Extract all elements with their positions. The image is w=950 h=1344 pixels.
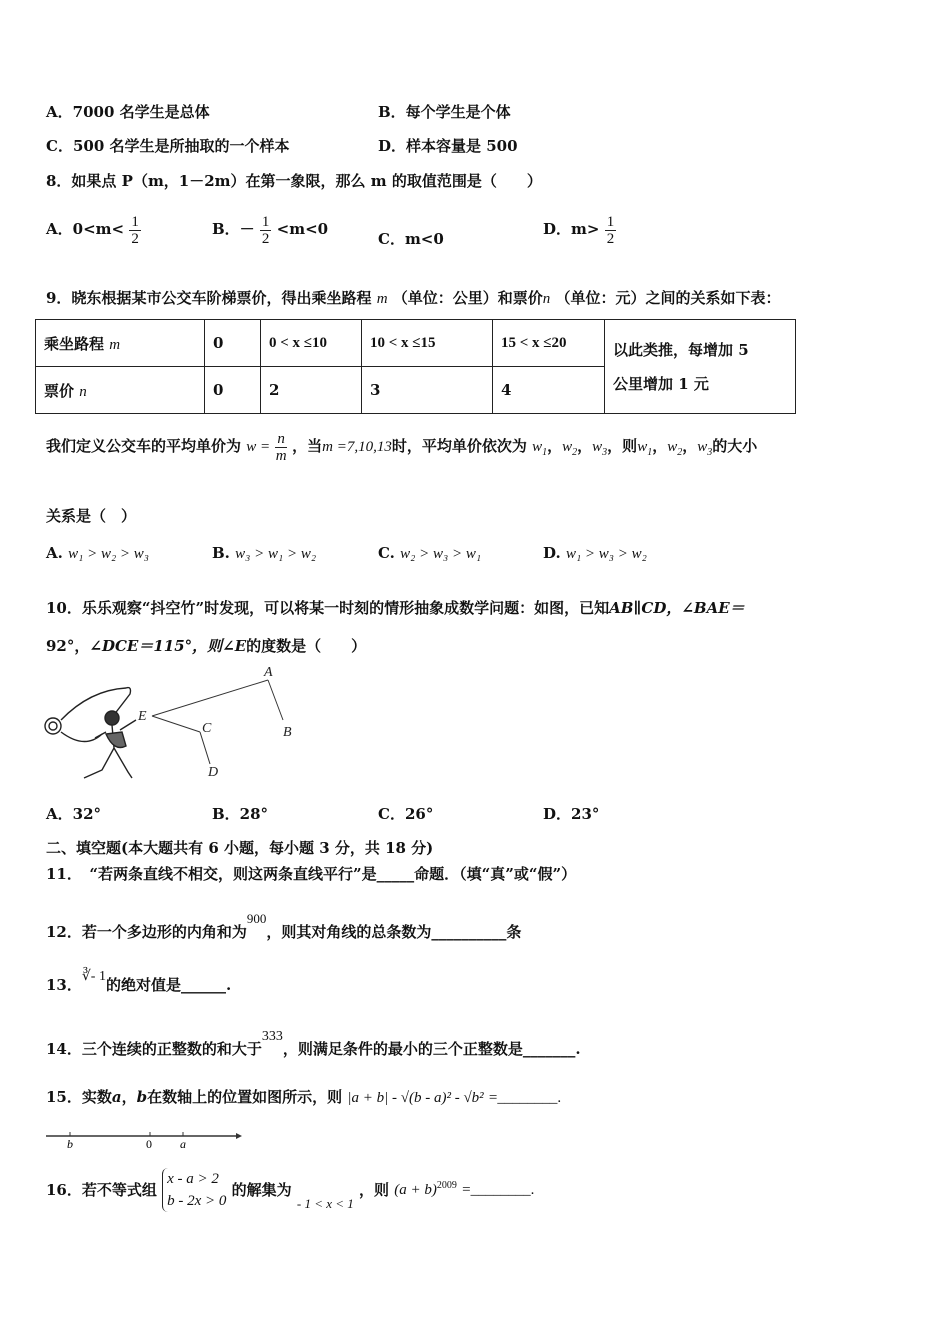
- inequality-system: x - a > 2 b - 2x > 0: [162, 1168, 226, 1212]
- q10-stem-line2: 92°，∠DCE＝115°，则∠E的度数是（ ）: [46, 637, 367, 655]
- q11: 11． “若两条直线不相交，则这两条直线平行”是_____命题．（填“真”或“假”）: [46, 865, 577, 883]
- label-E: E: [138, 709, 147, 724]
- table-cell: 4: [493, 367, 605, 414]
- q15: 15．实数a，b在数轴上的位置如图所示，则 |a + b| - √(b - a)² - √b² =________.: [46, 1088, 562, 1106]
- q10-stem-line1: 10．乐乐观察“抖空竹”时发现，可以将某一时刻的情形抽象成数学问题：如图，已知AB∥CD，∠BAE＝: [46, 599, 745, 617]
- q9-tail: 关系是（ ）: [46, 507, 137, 525]
- q9-option-c: C. w₂ > w₃ > w₁: [378, 544, 482, 562]
- q7-option-a: A．7000 名学生是总体: [46, 103, 210, 121]
- table-row-label: 票价 n: [36, 367, 205, 414]
- table-row-label: 乘坐路程 m: [36, 320, 205, 367]
- label-A: A: [264, 665, 273, 680]
- table-cell: 2: [261, 367, 362, 414]
- table-cell: 3: [362, 367, 493, 414]
- label-C: C: [202, 721, 212, 736]
- axis-label-0: 0: [146, 1137, 152, 1150]
- q16: 16．若不等式组 x - a > 2 b - 2x > 0 的解集为 - 1 < x < 1 ，则 $(a + b)^{2009}$ =________.: [46, 1168, 534, 1215]
- q10-option-c: C．26°: [378, 805, 434, 823]
- q7-option-b: B．每个学生是个体: [378, 103, 511, 121]
- q10-figure: [40, 660, 320, 790]
- table-cell: 0 < x ≤10: [261, 320, 362, 367]
- q13: 13．∛- 1的绝对值是______.: [46, 969, 232, 994]
- q9-option-a: A. w₁ > w₂ > w₃: [46, 544, 150, 562]
- q9-option-d: D. w₁ > w₃ > w₂: [543, 544, 647, 562]
- axis-label-a: a: [180, 1137, 186, 1150]
- table-cell: 10 < x ≤15: [362, 320, 493, 367]
- axis-label-b: b: [67, 1137, 73, 1150]
- fare-table: [35, 319, 796, 414]
- q14: 14．三个连续的正整数的和大于$^{333}$，则满足条件的最小的三个正整数是_______.: [46, 1029, 581, 1058]
- section-title: 二、填空题(本大题共有 6 小题，每小题 3 分，共 18 分): [46, 839, 434, 857]
- q10-option-a: A．32°: [46, 805, 102, 823]
- q8-option-a: A．0<m< $\frac{1}{2}$: [46, 213, 139, 247]
- q8-option-c: C．m<0: [378, 230, 444, 248]
- label-B: B: [283, 725, 292, 740]
- q7-option-c: C．500 名学生是所抽取的一个样本: [46, 137, 290, 155]
- q9-stem: 9．晓东根据某市公交车阶梯票价，得出乘坐路程 m （单位：公里）和票价n （单位：元）之间的关系如下表：: [46, 289, 781, 307]
- q9-definition: 我们定义公交车的平均单价为 w = $\frac{n}{m}$ ，当m =7,10,13时，平均单价依次为 $w_1$，$w_2$，$w_3$，则$w_1$，$w_2$，$w_3$的大小: [46, 430, 758, 464]
- table-cell: 0: [205, 320, 261, 367]
- q8-stem: 8．如果点 P（m，1－2m）在第一象限，那么 m 的取值范围是（ ）: [46, 172, 542, 190]
- number-line: [44, 1126, 244, 1150]
- q8-option-d: D．m> $\frac{1}{2}$: [543, 213, 615, 247]
- geometry-lines: [152, 680, 283, 764]
- q7-option-d: D．样本容量是 500: [378, 137, 518, 155]
- q10-option-b: B．28°: [212, 805, 269, 823]
- q10-option-d: D．23°: [543, 805, 600, 823]
- person-illustration: [45, 688, 136, 778]
- q9-option-b: B. w₃ > w₁ > w₂: [212, 544, 317, 562]
- q8-option-b: B．－ $\frac{1}{2}$ <m<0: [212, 213, 329, 247]
- table-note: 以此类推，每增加 5 公里增加 1 元: [605, 320, 796, 414]
- table-cell: 15 < x ≤20: [493, 320, 605, 367]
- label-D: D: [208, 765, 219, 780]
- q12: 12．若一个多边形的内角和为$^{900}$，则其对角线的总条数为__________条: [46, 911, 522, 941]
- table-cell: 0: [205, 367, 261, 414]
